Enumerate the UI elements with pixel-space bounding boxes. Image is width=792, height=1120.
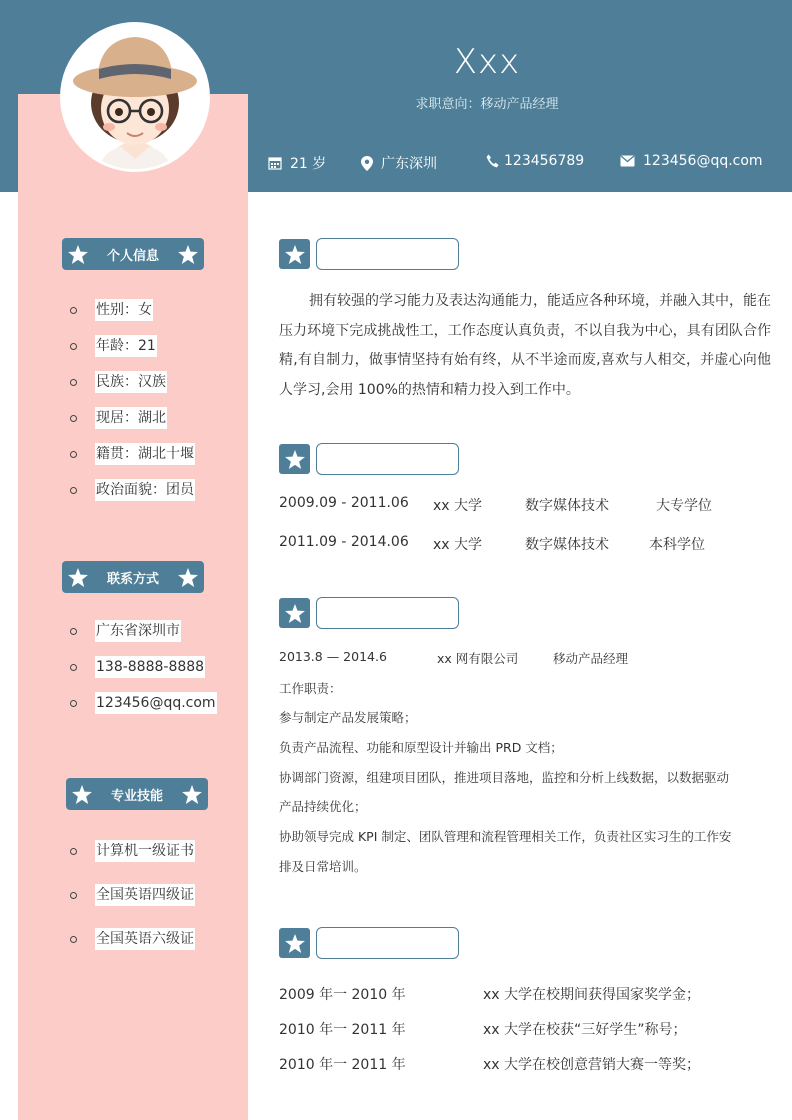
phone-icon xyxy=(486,154,499,168)
list-item: 广东省深圳市 xyxy=(70,613,217,649)
personal-info-tag xyxy=(62,238,204,270)
personal-info-list xyxy=(70,292,195,508)
list-item: 全国英语四级证 xyxy=(70,873,195,917)
star-icon xyxy=(285,934,305,953)
work-title xyxy=(316,597,459,629)
avatar-illustration xyxy=(63,25,207,169)
duty-line: 负责产品流程、功能和原型设计并输出 PRD 文档； xyxy=(279,740,563,755)
list-item: 年龄：21 xyxy=(70,328,195,364)
star-icon xyxy=(68,568,88,587)
edu-school: xx 大学 xyxy=(433,498,483,514)
edu-degree: 本科学位 xyxy=(649,537,705,553)
star-icon xyxy=(178,568,198,587)
list-item: 性别：女 xyxy=(70,292,195,328)
age-text: 21 岁 xyxy=(290,156,327,172)
phone-info xyxy=(486,153,584,169)
job-intention: 求职意向：移动产品经理 xyxy=(415,97,559,112)
calendar-icon xyxy=(268,156,282,170)
email-text: 123456@qq.com xyxy=(643,153,763,169)
email-info xyxy=(620,153,763,169)
edu-period: 2009.09 - 2011.06 xyxy=(279,495,409,511)
award-period: 2010 年一 2011 年 xyxy=(279,1057,406,1073)
location-text: 广东深圳 xyxy=(381,156,437,172)
skills-tag xyxy=(66,778,208,810)
self-summary: 拥有较强的学习能力及表达沟通能力，能适应各种环境，并融入其中，能在压力环境下完成挑战性工，工作态度认真负责，不以自我为中心，具有团队合作精,有自制力，做事情坚持有始有终，从不半途而废,喜欢与人相交，并虚心向他人学习,会用 100%的热情和精力投入到工作中。 xyxy=(279,293,771,398)
summary-section-header xyxy=(279,238,459,270)
education-title xyxy=(316,443,459,475)
star-icon xyxy=(285,604,305,623)
education-section-header xyxy=(279,443,459,475)
awards-section-header xyxy=(279,927,459,959)
location-icon xyxy=(361,156,373,171)
duty-line: 协调部门资源，组建项目团队，推进项目落地，监控和分析上线数据，以数据驱动 xyxy=(279,770,730,785)
star-icon xyxy=(182,785,202,804)
work-position: 移动产品经理 xyxy=(553,651,629,666)
award-period: 2010 年一 2011 年 xyxy=(279,1022,406,1038)
award-text: xx 大学在校创意营销大赛一等奖； xyxy=(483,1057,701,1073)
duties-label: 工作职责： xyxy=(279,681,342,696)
edu-major: 数字媒体技术 xyxy=(525,498,609,514)
star-icon xyxy=(285,245,305,264)
list-item: 籍贯：湖北十堰 xyxy=(70,436,195,472)
section-icon xyxy=(279,444,310,474)
duty-line: 参与制定产品发展策略； xyxy=(279,710,417,725)
work-period: 2013.8 — 2014.6 xyxy=(279,649,387,664)
location-info xyxy=(361,153,437,173)
contact-title: 联系方式 xyxy=(106,571,159,587)
duty-line: 协助领导完成 KPI 制定、团队管理和流程管理相关工作，负责社区实习生的工作安 xyxy=(279,829,732,844)
list-item: 现居：湖北 xyxy=(70,400,195,436)
contact-tag xyxy=(62,561,204,593)
summary-title xyxy=(316,238,459,270)
list-item: 123456@qq.com xyxy=(70,685,217,721)
edu-major: 数字媒体技术 xyxy=(525,537,609,553)
award-text: xx 大学在校期间获得国家奖学金； xyxy=(483,987,701,1003)
awards-title xyxy=(316,927,459,959)
star-icon xyxy=(285,450,305,469)
award-period: 2009 年一 2010 年 xyxy=(279,987,406,1003)
work-section-header xyxy=(279,597,459,629)
star-icon xyxy=(68,245,88,264)
section-icon xyxy=(279,239,310,269)
work-company: xx 网有限公司 xyxy=(437,651,519,666)
duty-line: 排及日常培训。 xyxy=(279,859,367,874)
edu-school: xx 大学 xyxy=(433,537,483,553)
avatar xyxy=(60,22,210,172)
skills-list xyxy=(70,829,195,961)
section-icon xyxy=(279,598,310,628)
personal-info-title: 个人信息 xyxy=(106,248,159,264)
skills-title: 专业技能 xyxy=(110,788,163,804)
list-item: 全国英语六级证 xyxy=(70,917,195,961)
list-item: 138-8888-8888 xyxy=(70,649,217,685)
candidate-name: Xxx xyxy=(453,42,521,82)
list-item: 民族：汉族 xyxy=(70,364,195,400)
list-item: 计算机一级证书 xyxy=(70,829,195,873)
edu-period: 2011.09 - 2014.06 xyxy=(279,534,409,550)
duty-line: 产品持续优化； xyxy=(279,799,367,814)
list-item: 政治面貌：团员 xyxy=(70,472,195,508)
star-icon xyxy=(178,245,198,264)
edu-degree: 大专学位 xyxy=(656,498,712,514)
contact-list xyxy=(70,613,217,721)
age-info xyxy=(268,153,326,173)
award-text: xx 大学在校获“三好学生”称号； xyxy=(483,1022,687,1038)
phone-text: 123456789 xyxy=(504,153,585,169)
section-icon xyxy=(279,928,310,958)
mail-icon xyxy=(620,155,635,167)
star-icon xyxy=(72,785,92,804)
